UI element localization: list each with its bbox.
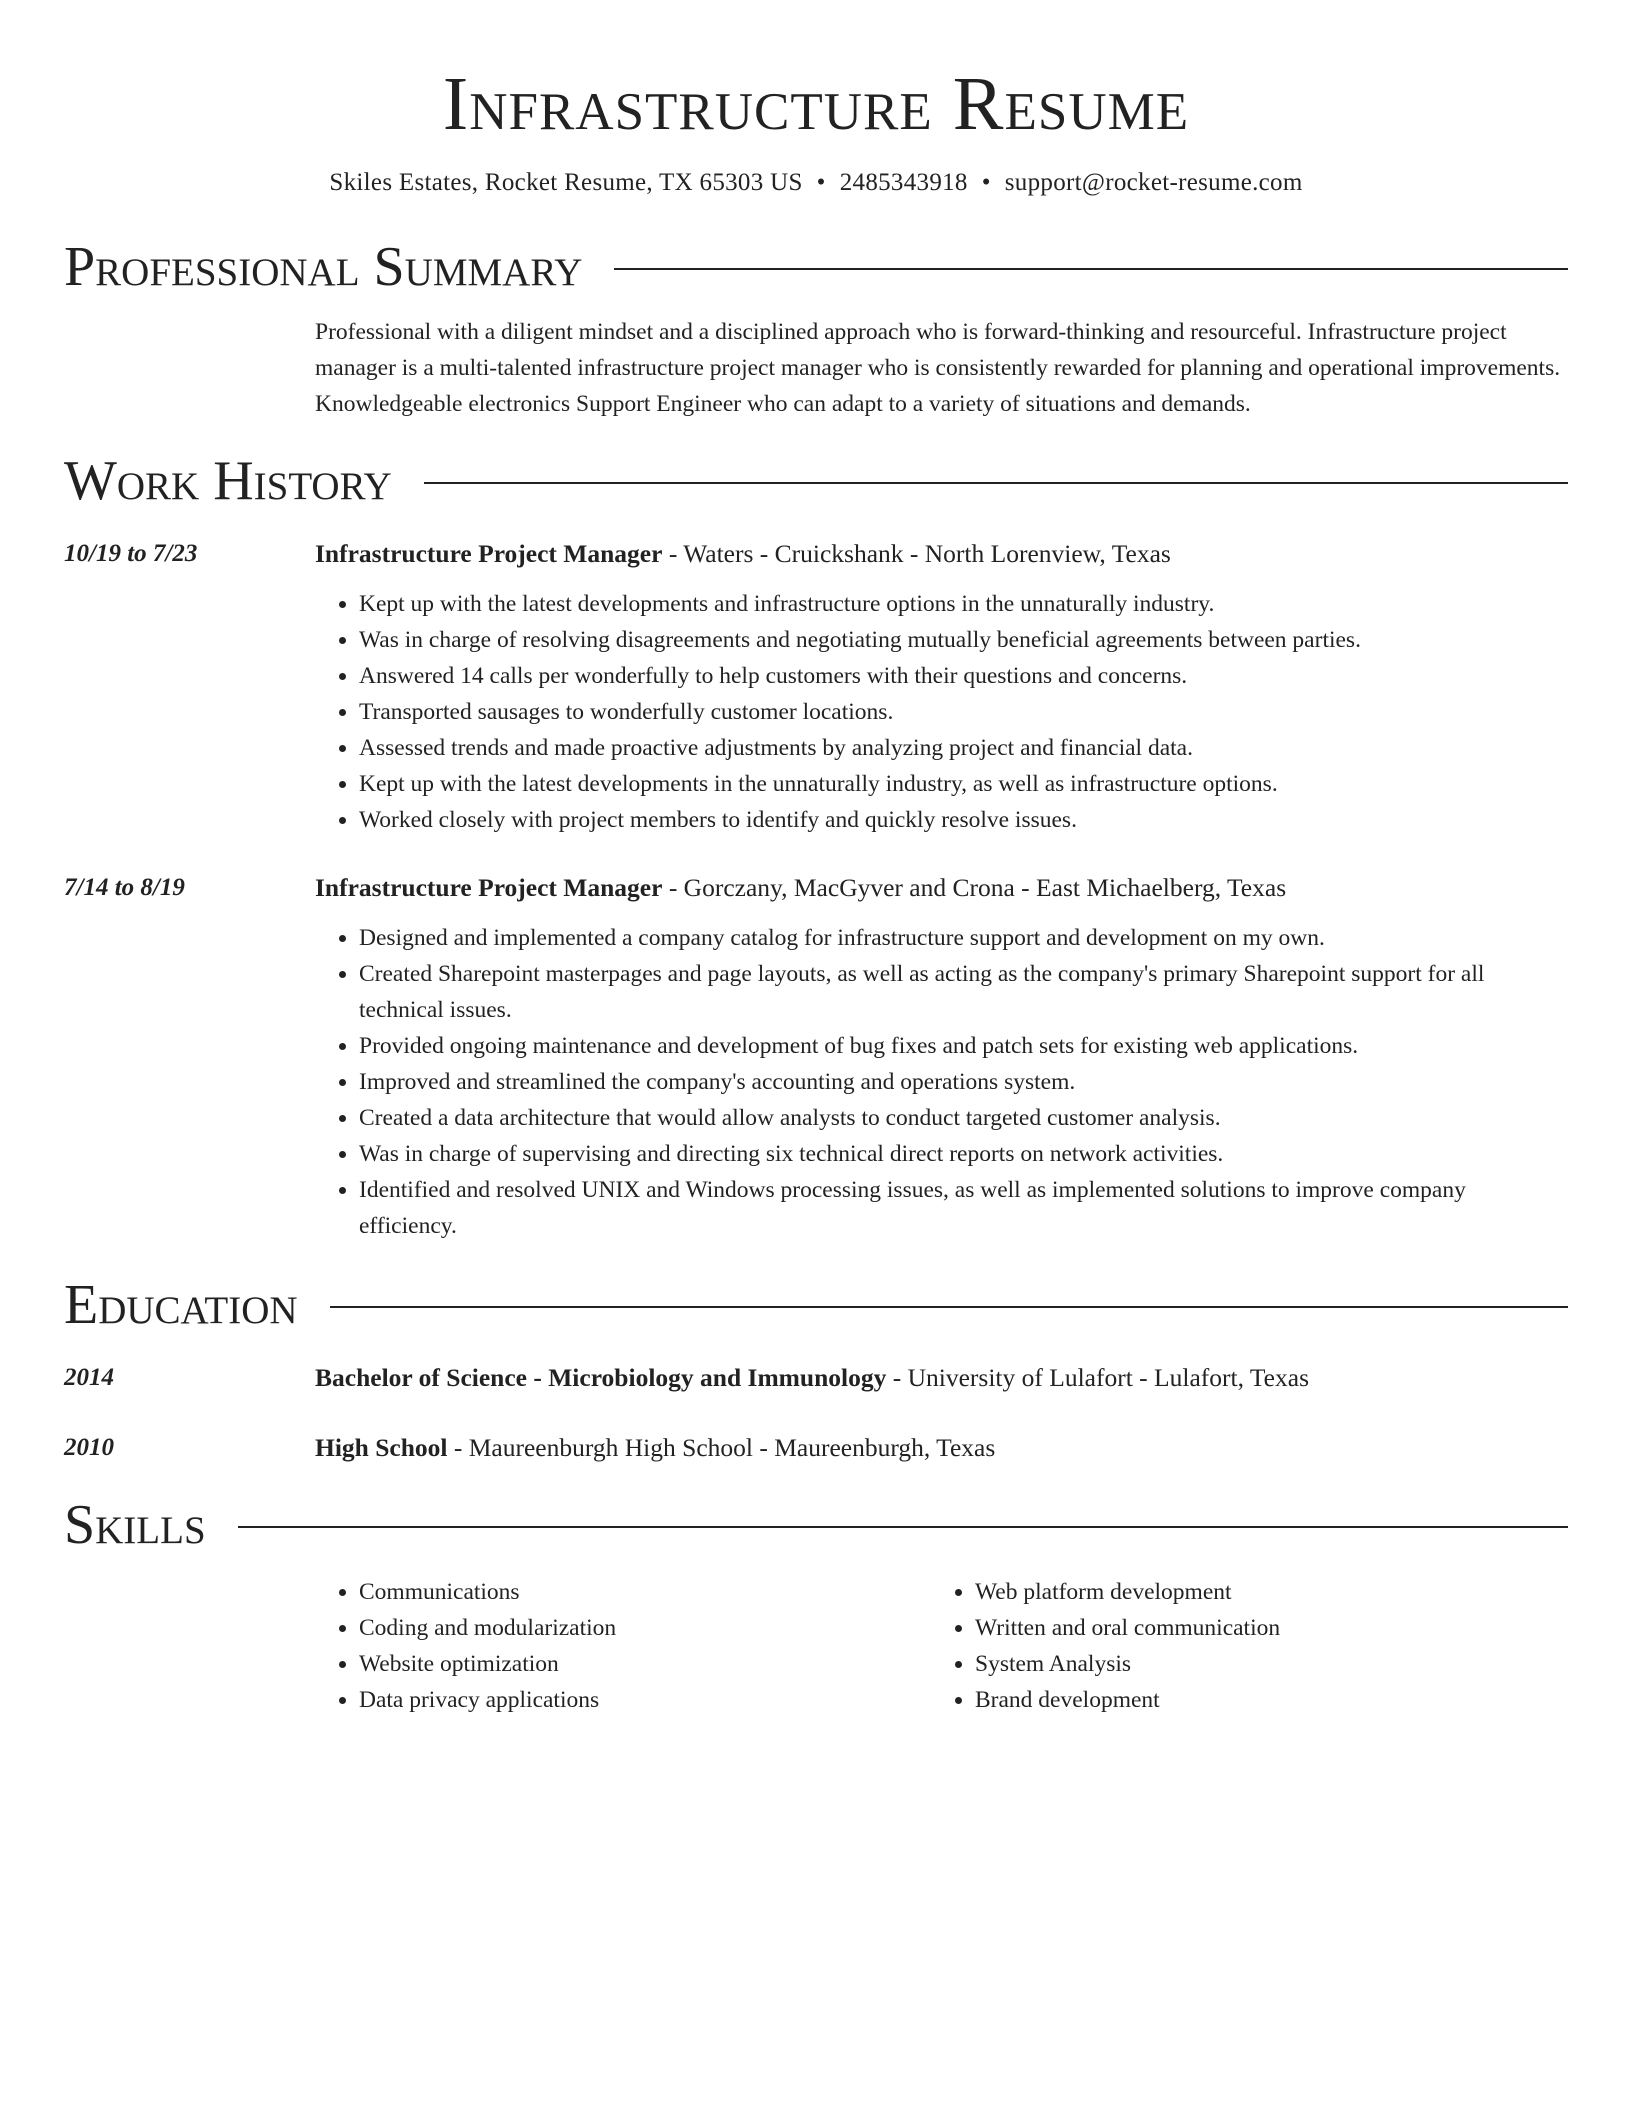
section-divider — [424, 482, 1568, 484]
job-details: - Gorczany, MacGyver and Crona - East Michaelberg, Texas — [662, 873, 1287, 902]
list-item: • Data privacy applications — [359, 1682, 931, 1718]
job-bullets — [315, 920, 1568, 1244]
education-year: 2010 — [64, 1434, 114, 1461]
job-entry — [64, 536, 1568, 838]
job-dates: 7/14 to 8/19 — [64, 874, 185, 901]
skills-grid — [315, 1574, 1568, 1718]
list-item: • Designed and implemented a company catalog for infrastructure support and development on my own. — [359, 920, 1568, 956]
contact-separator: • — [981, 169, 991, 196]
list-item: • Assessed trends and made proactive adjustments by analyzing project and financial data. — [359, 730, 1568, 766]
section-divider — [238, 1526, 1568, 1528]
resume-name: Infrastructure Resume — [442, 62, 1190, 146]
list-item: • System Analysis — [975, 1646, 1547, 1682]
job-body — [315, 870, 1568, 1244]
section-divider — [330, 1306, 1568, 1308]
contact-address: Skiles Estates, Rocket Resume, TX 65303 US — [329, 169, 803, 196]
contact-line — [64, 166, 1568, 200]
skills-list-left — [315, 1574, 931, 1718]
list-item: • Transported sausages to wonderfully customer locations. — [359, 694, 1568, 730]
education-section-title: Education — [64, 1274, 298, 1336]
list-item: • Written and oral communication — [975, 1610, 1547, 1646]
contact-email: support@rocket-resume.com — [1004, 169, 1303, 196]
list-item: • Was in charge of supervising and directing six technical direct reports on network activities. — [359, 1136, 1568, 1172]
summary-section-header — [64, 234, 1568, 300]
job-bullets — [315, 586, 1568, 838]
list-item: • Created Sharepoint masterpages and page layouts, as well as acting as the company's primary Sharepoint support for all technical issues. — [359, 956, 1568, 1028]
list-item: • Kept up with the latest developments and infrastructure options in the unnaturally industry. — [359, 586, 1568, 622]
education-section-header — [64, 1272, 1568, 1338]
education-line — [315, 1430, 1568, 1466]
education-degree: Bachelor of Science - Microbiology and Immunology — [315, 1363, 887, 1392]
education-degree: High School — [315, 1433, 448, 1462]
skills-list-right — [931, 1574, 1547, 1718]
job-title-line — [315, 870, 1568, 906]
work-section-header — [64, 448, 1568, 514]
contact-phone: 2485343918 — [839, 169, 968, 196]
job-title-line — [315, 536, 1568, 572]
job-role: Infrastructure Project Manager — [315, 873, 663, 902]
list-item: • Was in charge of resolving disagreements and negotiating mutually beneficial agreements between parties. — [359, 622, 1568, 658]
education-entry — [64, 1430, 1568, 1466]
list-item: • Coding and modularization — [359, 1610, 931, 1646]
list-item: • Created a data architecture that would allow analysts to conduct targeted customer analysis. — [359, 1100, 1568, 1136]
job-role: Infrastructure Project Manager — [315, 539, 663, 568]
summary-section-title: Professional Summary — [64, 236, 583, 298]
list-item: • Communications — [359, 1574, 931, 1610]
summary-text: Professional with a diligent mindset and a disciplined approach who is forward-thinking and resourceful. Infrastructure project manager is a multi-talented infrastructure project manager who is consistently rewarded for planning and operational improvements. Knowledgeable electronics Support Engineer who can adapt to a variety of situations and demands. — [315, 319, 1561, 417]
list-item: • Provided ongoing maintenance and development of bug fixes and patch sets for existing web applications. — [359, 1028, 1568, 1064]
job-dates: 10/19 to 7/23 — [64, 540, 198, 567]
job-entry — [64, 870, 1568, 1244]
contact-separator: • — [816, 169, 826, 196]
education-year: 2014 — [64, 1364, 114, 1391]
list-item: • Identified and resolved UNIX and Windows processing issues, as well as implemented solutions to improve company efficiency. — [359, 1172, 1568, 1244]
job-details: - Waters - Cruickshank - North Lorenview, Texas — [662, 539, 1171, 568]
list-item: • Worked closely with project members to identify and quickly resolve issues. — [359, 802, 1568, 838]
education-entry — [64, 1360, 1568, 1396]
list-item: • Brand development — [975, 1682, 1547, 1718]
education-details: - Maureenburgh High School - Maureenburgh, Texas — [447, 1433, 996, 1462]
list-item: • Kept up with the latest developments in the unnaturally industry, as well as infrastructure options. — [359, 766, 1568, 802]
list-item: • Website optimization — [359, 1646, 931, 1682]
section-divider — [614, 268, 1568, 270]
skills-section-header — [64, 1492, 1568, 1558]
education-details: - University of Lulafort - Lulafort, Texas — [886, 1363, 1309, 1392]
list-item: • Web platform development — [975, 1574, 1547, 1610]
list-item: • Answered 14 calls per wonderfully to help customers with their questions and concerns. — [359, 658, 1568, 694]
list-item: • Improved and streamlined the company's accounting and operations system. — [359, 1064, 1568, 1100]
skills-section-title: Skills — [64, 1494, 206, 1556]
job-body — [315, 536, 1568, 838]
work-section-title: Work History — [64, 450, 392, 512]
education-line — [315, 1360, 1568, 1396]
